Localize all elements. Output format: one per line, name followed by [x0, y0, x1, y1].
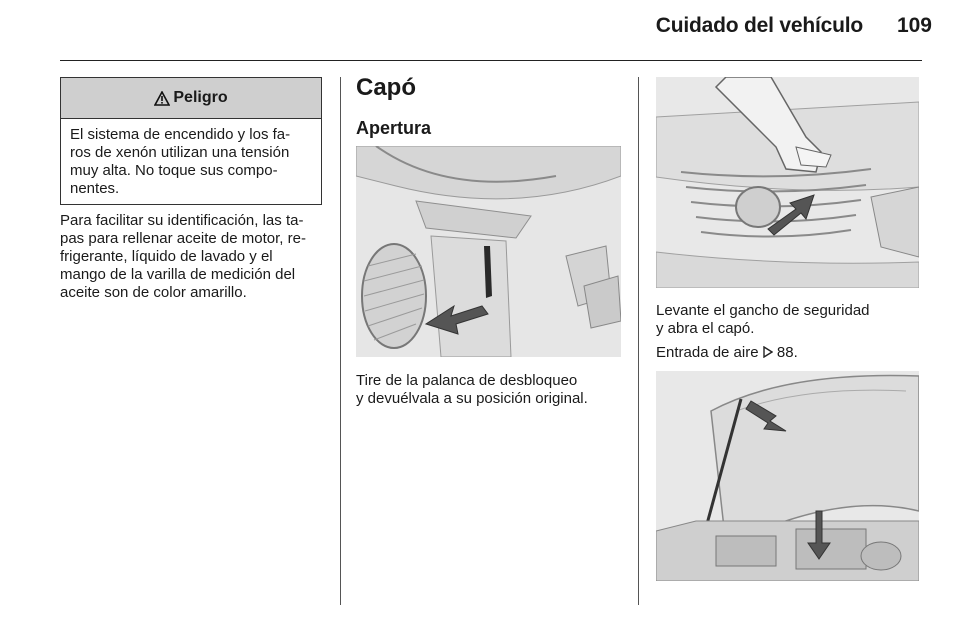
- figure-caption: Tire de la palanca de desbloqueo y devuélvala a su posición original.: [356, 372, 588, 407]
- danger-box: [60, 77, 322, 205]
- figure-caption: Levante el gancho de seguridad y abra el capó.: [656, 302, 870, 337]
- cross-reference: [656, 344, 926, 362]
- hood-release-lever-illustration: [356, 146, 621, 357]
- warning-triangle-icon: [154, 91, 170, 106]
- column-divider: [340, 77, 341, 605]
- danger-box-title: Peligro: [173, 89, 228, 106]
- hood-safety-catch-illustration: [656, 77, 919, 288]
- cross-reference-page[interactable]: 88.: [776, 344, 798, 361]
- page-reference-arrow-icon: [763, 346, 773, 358]
- body-paragraph: Para facilitar su identificación, las ta- pas para rellenar aceite de motor, re- frigerante, líquido de lavado y el mango de la varilla de medición del aceite son de color amarillo.: [60, 212, 306, 301]
- section-heading: Capó: [356, 74, 416, 101]
- danger-box-header: [61, 78, 321, 119]
- danger-box-text: El sistema de encendido y los fa- ros de xenón utilizan una tensión muy alta. No toque sus compo- nentes.: [70, 126, 291, 197]
- column-divider: [638, 77, 639, 605]
- page-header-title: Cuidado del vehículo: [655, 14, 863, 37]
- cross-reference-text: Entrada de aire: [656, 344, 759, 361]
- subsection-heading: Apertura: [356, 118, 432, 138]
- page-number: 109: [896, 14, 932, 37]
- header-rule: [60, 60, 922, 61]
- hood-prop-rod-illustration: [656, 371, 919, 581]
